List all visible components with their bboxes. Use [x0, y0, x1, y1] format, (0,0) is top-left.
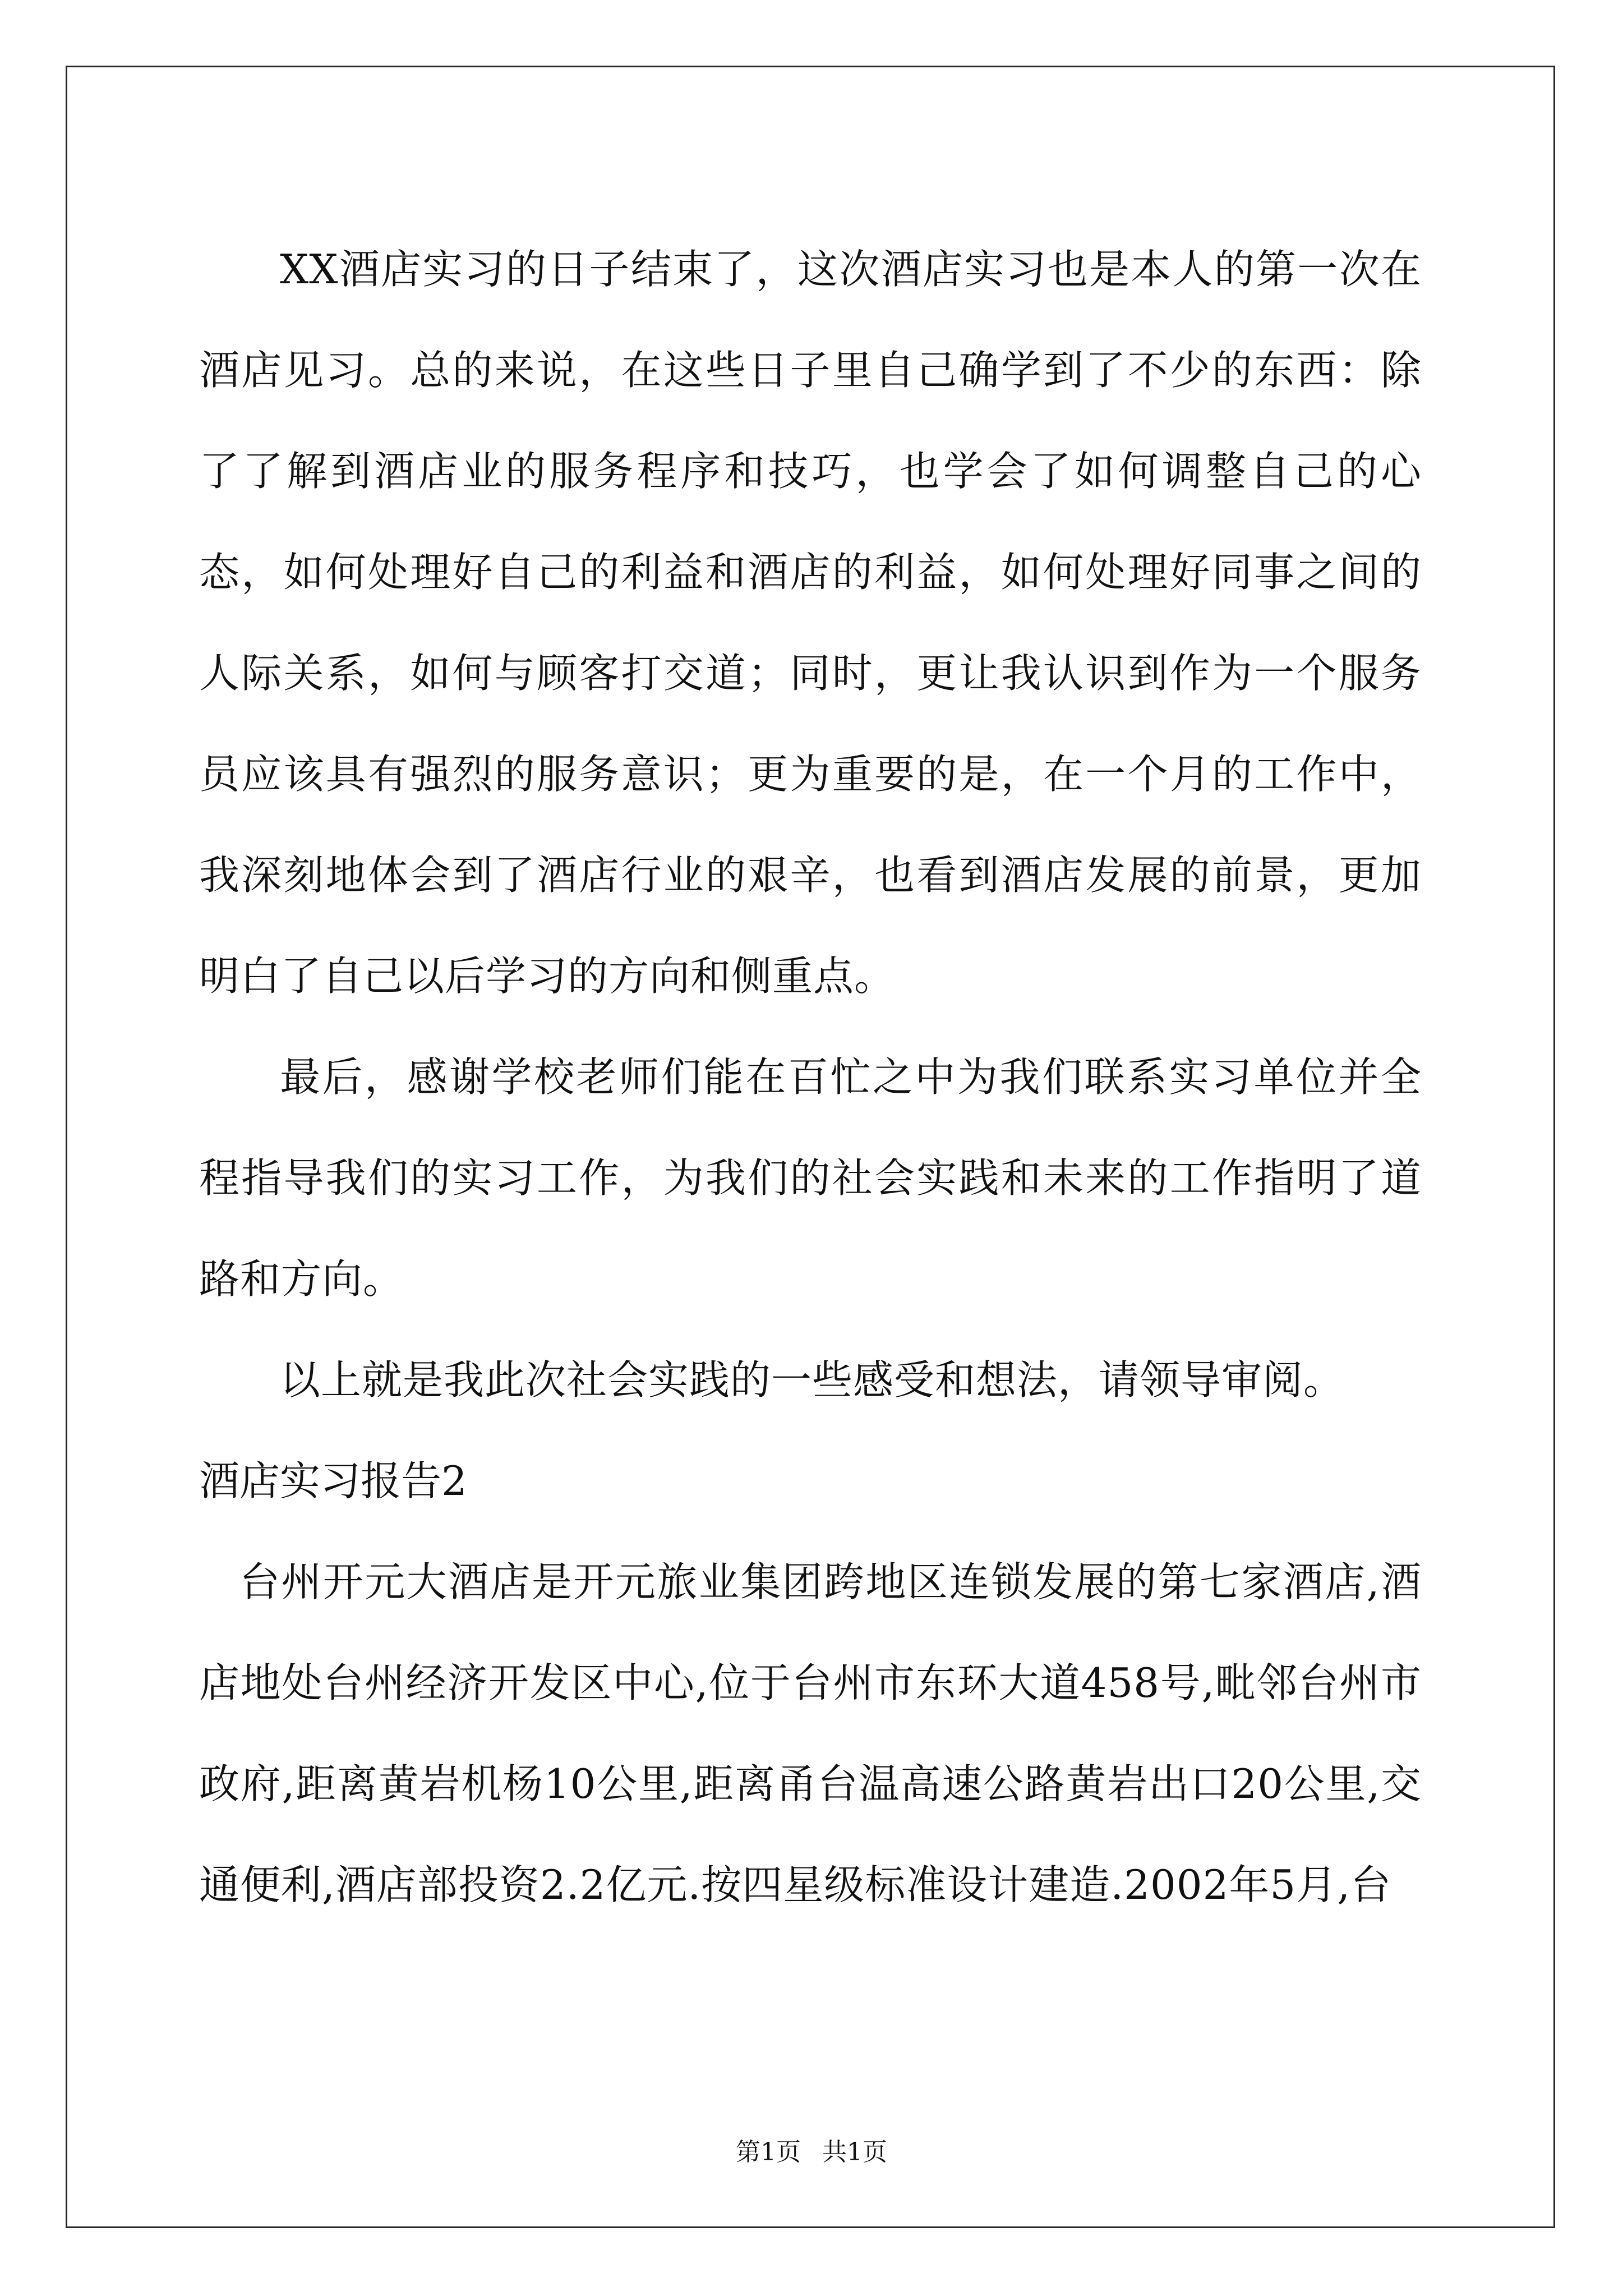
- paragraph-internship-summary: XX酒店实习的日子结束了，这次酒店实习也是本人的第一次在酒店见习。总的来说，在这些日子里自己确学到了不少的东西：除了了解到酒店业的服务程序和技巧，也学会了如何调整自己的心态，如何处理好自己的利益和酒店的利益，如何处理好同事之间的人际关系，如何与顾客打交道；同时，更让我认识到作为一个服务员应该具有强烈的服务意识；更为重要的是，在一个月的工作中，我深刻地体会到了酒店行业的艰辛，也看到酒店发展的前景，更加明白了自己以后学习的方向和侧重点。: [199, 246, 1422, 1000]
- page-footer: [0, 2132, 1623, 2168]
- paragraph-hotel-intro: 台州开元大酒店是开元旅业集团跨地区连锁发展的第七家酒店,酒店地处台州经济开发区中心,位于台州市东环大道458号,毗邻台州市政府,距离黄岩机杨10公里,距离甬台温高速公路黄岩出口20公里,交通便利,酒店部投资2.2亿元.按四星级标准设计建造.2002年5月,台: [199, 1558, 1422, 1908]
- document-body: [199, 219, 1422, 1935]
- paragraph-closing: 以上就是我此次社会实践的一些感受和想法，请领导审阅。: [280, 1356, 1345, 1404]
- paragraph-thanks: 最后，感谢学校老师们能在百忙之中为我们联系实习单位并全程指导我们的实习工作，为我们的社会实践和未来的工作指明了道路和方向。: [199, 1053, 1422, 1303]
- page-number: 第1页: [736, 2138, 801, 2166]
- section-heading: 酒店实习报告2: [199, 1457, 467, 1504]
- page-total: 共1页: [822, 2138, 887, 2166]
